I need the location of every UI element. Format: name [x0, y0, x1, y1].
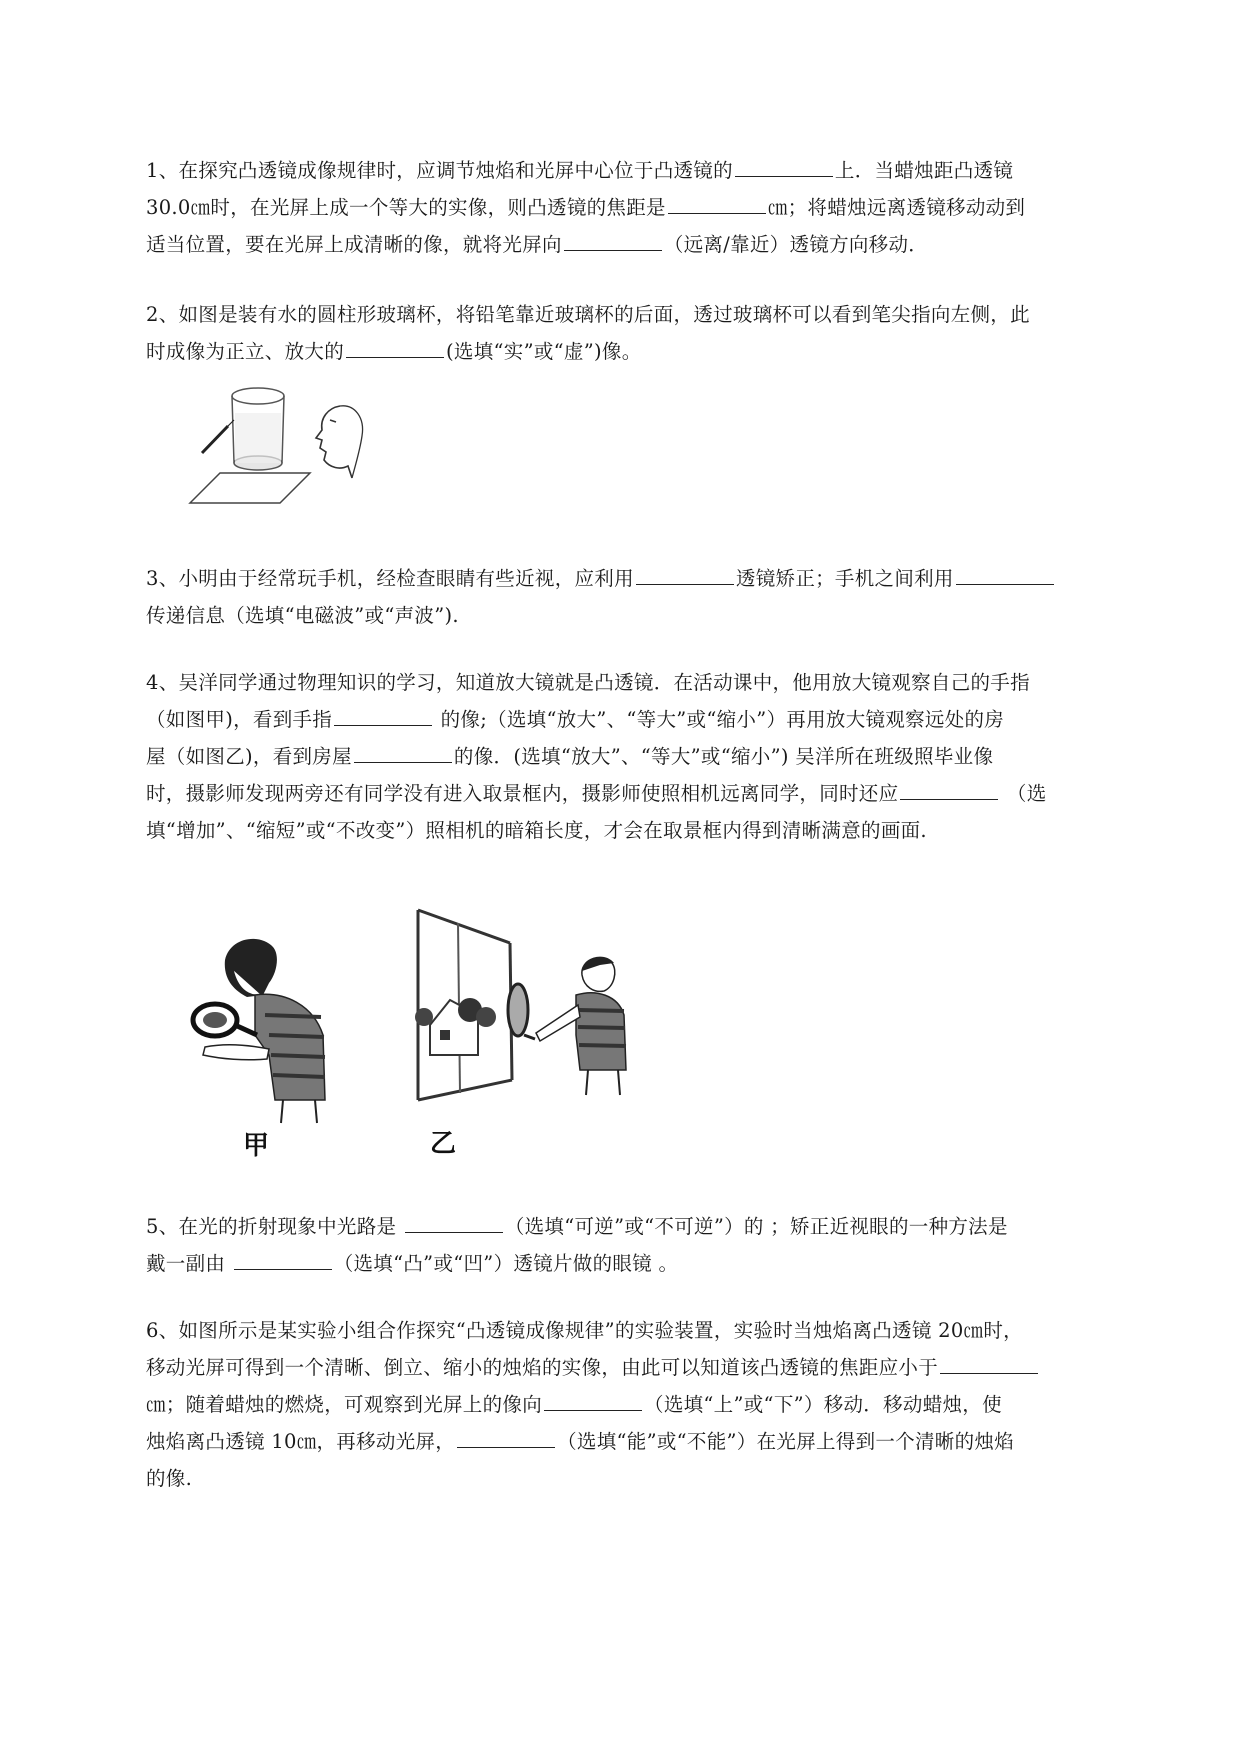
answer-blank[interactable]: [900, 798, 998, 800]
question-line: [146, 296, 1146, 333]
question-text: 30.0㎝时，在光屏上成一个等大的实像，则凸透镜的焦距是: [146, 196, 666, 219]
question-line: [146, 812, 1146, 849]
answer-blank[interactable]: [564, 249, 662, 251]
question-text: 1、在探究凸透镜成像规律时，应调节烛焰和光屏中心位于凸透镜的: [146, 159, 733, 182]
question-text: ㎝；将蜡烛远离透镜移动动到: [767, 196, 1026, 219]
question-line: [146, 1208, 1146, 1245]
question-line: [146, 152, 1146, 189]
answer-blank[interactable]: [457, 1446, 555, 1448]
question-6: [146, 1312, 1146, 1497]
answer-blank[interactable]: [346, 356, 444, 358]
question-line: [146, 226, 1146, 263]
question-line: [146, 1386, 1146, 1423]
answer-blank[interactable]: [234, 1268, 332, 1270]
answer-blank[interactable]: [940, 1372, 1038, 1374]
question-text: 适当位置，要在光屏上成清晰的像，就将光屏向: [146, 233, 562, 256]
question-5: [146, 1208, 1146, 1282]
figure-label-jia: 甲: [243, 1131, 270, 1161]
question-text: ㎝；随着蜡烛的燃烧，可观察到光屏上的像向: [146, 1393, 543, 1416]
question-text: 屋（如图乙)，看到房屋: [146, 745, 352, 768]
question-text: （远离/靠近）透镜方向移动．: [663, 233, 929, 256]
question-line: [146, 189, 1146, 226]
question-text: 2、如图是装有水的圆柱形玻璃杯，将铅笔靠近玻璃杯的后面，透过玻璃杯可以看到笔尖指向左侧，此: [146, 303, 1030, 326]
glass-pencil-figure: [180, 378, 380, 518]
question-text: （选填“能”或“不能”）在光屏上得到一个清晰的烛焰: [557, 1430, 1015, 1453]
question-line: [146, 664, 1146, 701]
question-line: [146, 560, 1146, 597]
answer-blank[interactable]: [405, 1231, 503, 1233]
question-text: 时，摄影师发现两旁还有同学没有进入取景框内，摄影师使照相机远离同学，同时还应: [146, 782, 899, 805]
question-1: [146, 152, 1146, 263]
question-text: 移动光屏可得到一个清晰、倒立、缩小的烛焰的实像，由此可以知道该凸透镜的焦距应小于: [146, 1356, 939, 1379]
question-text: 的像．(选填“放大”、“等大”或“缩小”) 吴洋所在班级照毕业像: [453, 745, 994, 768]
question-text: 4、吴洋同学通过物理知识的学习，知道放大镜就是凸透镜．在活动课中，他用放大镜观察自己的手指: [146, 671, 1030, 694]
question-3: [146, 560, 1146, 634]
question-line: [146, 738, 1146, 775]
question-line: [146, 597, 1146, 634]
question-text: 的像.: [146, 1467, 193, 1490]
question-text: 传递信息（选填“电磁波”或“声波”).: [146, 604, 459, 627]
question-text: 6、如图所示是某实验小组合作探究“凸透镜成像规律”的实验装置，实验时当烛焰离凸透镜 20㎝时，: [146, 1319, 1023, 1342]
question-line: [146, 1312, 1146, 1349]
answer-blank[interactable]: [334, 724, 432, 726]
question-text: （选填“凸”或“凹”）透镜片做的眼镜 。: [333, 1252, 679, 1275]
question-line: [146, 333, 1146, 370]
question-line: [146, 1460, 1146, 1497]
answer-blank[interactable]: [956, 583, 1054, 585]
figure-jia-magnifier: [185, 925, 355, 1161]
question-text: 的像;（选填“放大”、“等大”或“缩小”）再用放大镜观察远处的房: [434, 708, 1005, 731]
question-text: (选填“实”或“虚”)像。: [446, 340, 642, 363]
question-text: 时成像为正立、放大的: [146, 340, 345, 363]
question-line: [146, 1349, 1146, 1386]
question-text: 透镜矫正；手机之间利用: [735, 567, 954, 590]
question-text: （选填“可逆”或“不可逆”）的 ；矫正近视眼的一种方法是: [504, 1215, 1008, 1238]
question-line: [146, 1423, 1146, 1460]
question-text: （选填“上”或“下”）移动．移动蜡烛，使: [644, 1393, 1002, 1416]
question-text: （选: [1000, 782, 1047, 805]
answer-blank[interactable]: [636, 583, 734, 585]
question-text: （如图甲)，看到手指: [146, 708, 333, 731]
answer-blank[interactable]: [668, 212, 766, 214]
question-4: [146, 664, 1146, 849]
question-text: 上．当蜡烛距凸透镜: [834, 159, 1014, 182]
question-text: 5、在光的折射现象中光路是: [146, 1215, 403, 1238]
question-line: [146, 701, 1146, 738]
question-line: [146, 1245, 1146, 1282]
figure-label-yi: 乙: [430, 1129, 457, 1159]
question-text: 填“增加”、“缩短”或“不改变”）照相机的暗箱长度，才会在取景框内得到清晰满意的画面.: [146, 819, 927, 842]
question-2: [146, 296, 1146, 370]
answer-blank[interactable]: [354, 761, 452, 763]
answer-blank[interactable]: [544, 1409, 642, 1411]
question-text: 烛焰离凸透镜 10㎝，再移动光屏，: [146, 1430, 456, 1453]
question-line: [146, 775, 1146, 812]
figure-yi-window: [400, 905, 660, 1159]
question-text: 3、小明由于经常玩手机，经检查眼睛有些近视，应利用: [146, 567, 634, 590]
question-text: 戴一副由: [146, 1252, 232, 1275]
answer-blank[interactable]: [735, 175, 833, 177]
